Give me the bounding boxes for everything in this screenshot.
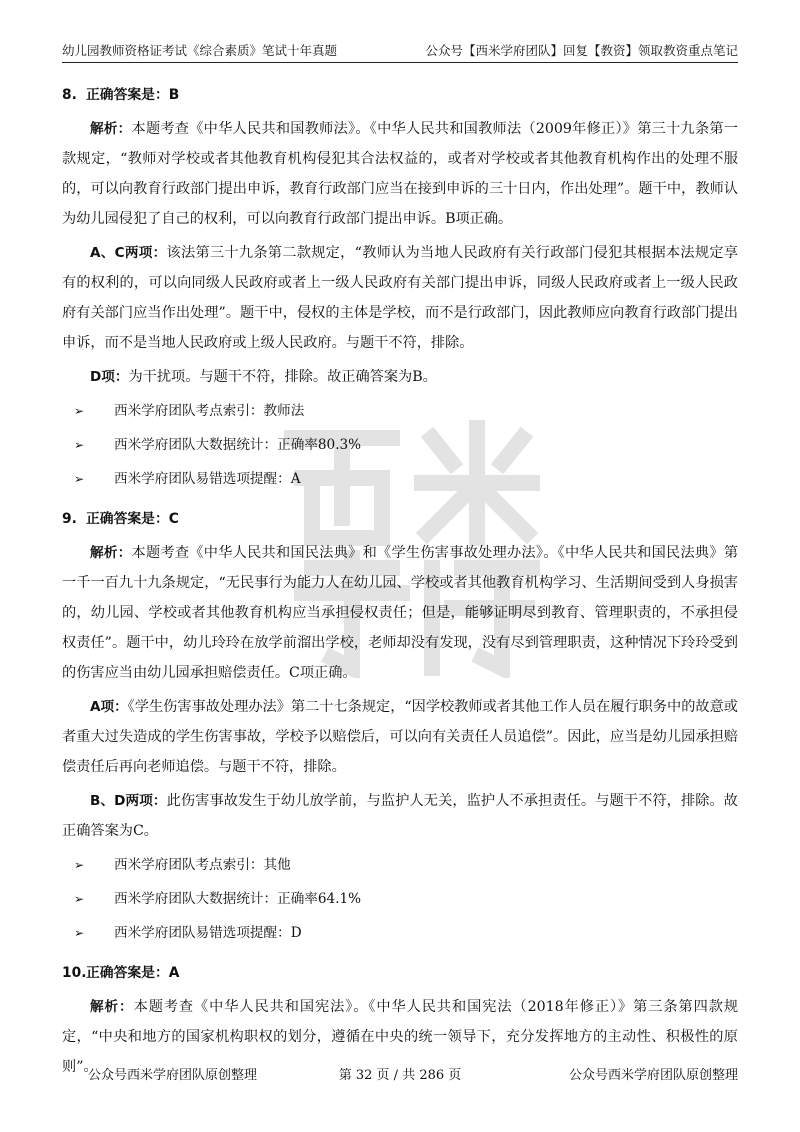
footer-right-text: 公众号西米学府团队原创整理 — [568, 1068, 738, 1083]
option-label: A项： — [90, 699, 128, 715]
arrow-bullet-icon: ➢ — [74, 926, 85, 940]
question-number: 9. — [62, 511, 77, 527]
bullet-text: 西米学府团队易错选项提醒：D — [114, 925, 302, 941]
option-paragraph — [62, 786, 738, 846]
answer-heading — [62, 504, 738, 534]
header-right-text: 公众号【西米学府团队】回复【教资】领取教资重点笔记 — [425, 43, 738, 58]
analysis-paragraph — [62, 114, 738, 234]
analysis-text: 本题考查《中华人民共和国教师法》。《中华人民共和国教师法（2009年修正）》第三十九条第一款规定，“教师对学校或者其他教育机构侵犯其合法权益的，或者对学校或者其他教育机构作出的处理不服的，可以向教育行政部门提出申诉，教育行政部门应当在接到申诉的三十日内，作出处理”。题干中，教师认为幼儿园侵犯了自己的权利，可以向教育行政部门提出申诉。B项正确。 — [62, 121, 739, 227]
option-text: 为干扰项。与题干不符，排除。故正确答案为B。 — [128, 369, 437, 385]
analysis-paragraph — [62, 538, 738, 688]
option-paragraph — [62, 238, 738, 358]
question-number: 8. — [62, 87, 77, 103]
bullet-item — [62, 430, 738, 460]
bullet-item — [62, 464, 738, 494]
page-header — [62, 38, 738, 63]
analysis-label: 解析： — [90, 121, 132, 137]
bullet-text: 西米学府团队考点索引：其他 — [114, 857, 291, 873]
answer-text: 正确答案是：A — [86, 965, 180, 981]
answer-text: 正确答案是：C — [86, 511, 179, 527]
page-content — [62, 80, 738, 1082]
analysis-label: 解析： — [90, 999, 134, 1015]
answer-heading — [62, 80, 738, 110]
bullet-item — [62, 396, 738, 426]
analysis-text: 本题考查《中华人民共和国宪法》。《中华人民共和国宪法（2018年修正）》第三条第四款规定，“中央和地方的国家机构职权的划分，遵循在中央的统一领导下，充分发挥地方的主动性、积极性的原则”。 — [62, 999, 739, 1075]
bullet-text: 西米学府团队考点索引：教师法 — [114, 403, 305, 419]
arrow-bullet-icon: ➢ — [74, 404, 85, 418]
arrow-bullet-icon: ➢ — [74, 472, 85, 486]
bullet-text: 西米学府团队大数据统计：正确率64.1% — [114, 891, 362, 907]
bullet-text: 西米学府团队大数据统计：正确率80.3% — [114, 437, 362, 453]
option-paragraph — [62, 362, 738, 392]
bullet-text: 西米学府团队易错选项提醒：A — [114, 471, 301, 487]
question-number: 10. — [62, 965, 87, 981]
analysis-text: 本题考查《中华人民共和国民法典》和《学生伤害事故处理办法》。《中华人民共和国民法典》第一千一百九十九条规定，“无民事行为能力人在幼儿园、学校或者其他教育机构学习、生活期间受到人身损害的，幼儿园、学校或者其他教育机构应当承担侵权责任；但是，能够证明尽到教育、管理职责的，不承担侵权责任”。题干中，幼儿玲玲在放学前溜出学校，老师却没有发现，没有尽到管理职责，这种情况下玲玲受到的伤害应当由幼儿园承担赔偿责任。C项正确。 — [62, 545, 739, 681]
header-left-text: 幼儿园教师资格证考试《综合素质》笔试十年真题 — [62, 43, 338, 58]
arrow-bullet-icon: ➢ — [74, 438, 85, 452]
analysis-label: 解析： — [90, 545, 132, 561]
option-text: 此伤害事故发生于幼儿放学前，与监护人无关，监护人不承担责任。与题干不符，排除。故正确答案为C。 — [62, 793, 738, 839]
option-label: A、C两项： — [90, 245, 167, 261]
option-text: 该法第三十九条第二款规定，“教师认为当地人民政府有关行政部门侵犯其根据本法规定享有的权利的，可以向同级人民政府或者上一级人民政府有关部门提出申诉，同级人民政府或者上一级人民政府有关部门应当作出处理”。题干中，侵权的主体是学校，而不是行政部门，因此教师应向教育行政部门提出申诉，而不是当地人民政府或上级人民政府。与题干不符，排除。 — [62, 245, 738, 351]
option-label: D项： — [90, 369, 129, 385]
answer-text: 正确答案是：B — [86, 87, 180, 103]
bullet-item — [62, 884, 738, 914]
bullet-item — [62, 850, 738, 880]
arrow-bullet-icon: ➢ — [74, 858, 85, 872]
page-number: 第 32 页 / 共 286 页 — [338, 1068, 462, 1083]
answer-heading — [62, 958, 738, 988]
option-text: 《学生伤害事故处理办法》第二十七条规定，“因学校教师或者其他工作人员在履行职务中的故意或者重大过失造成的学生伤害事故，学校予以赔偿后，可以向有关责任人员追偿”。因此，应当是幼儿园承担赔偿责任后再向老师追偿。与题干不符，排除。 — [62, 699, 738, 775]
bullet-item — [62, 918, 738, 948]
arrow-bullet-icon: ➢ — [74, 892, 85, 906]
footer-left-text: 公众号西米学府团队原创整理 — [88, 1068, 258, 1083]
option-paragraph — [62, 692, 738, 782]
option-label: B、D两项： — [90, 793, 167, 809]
